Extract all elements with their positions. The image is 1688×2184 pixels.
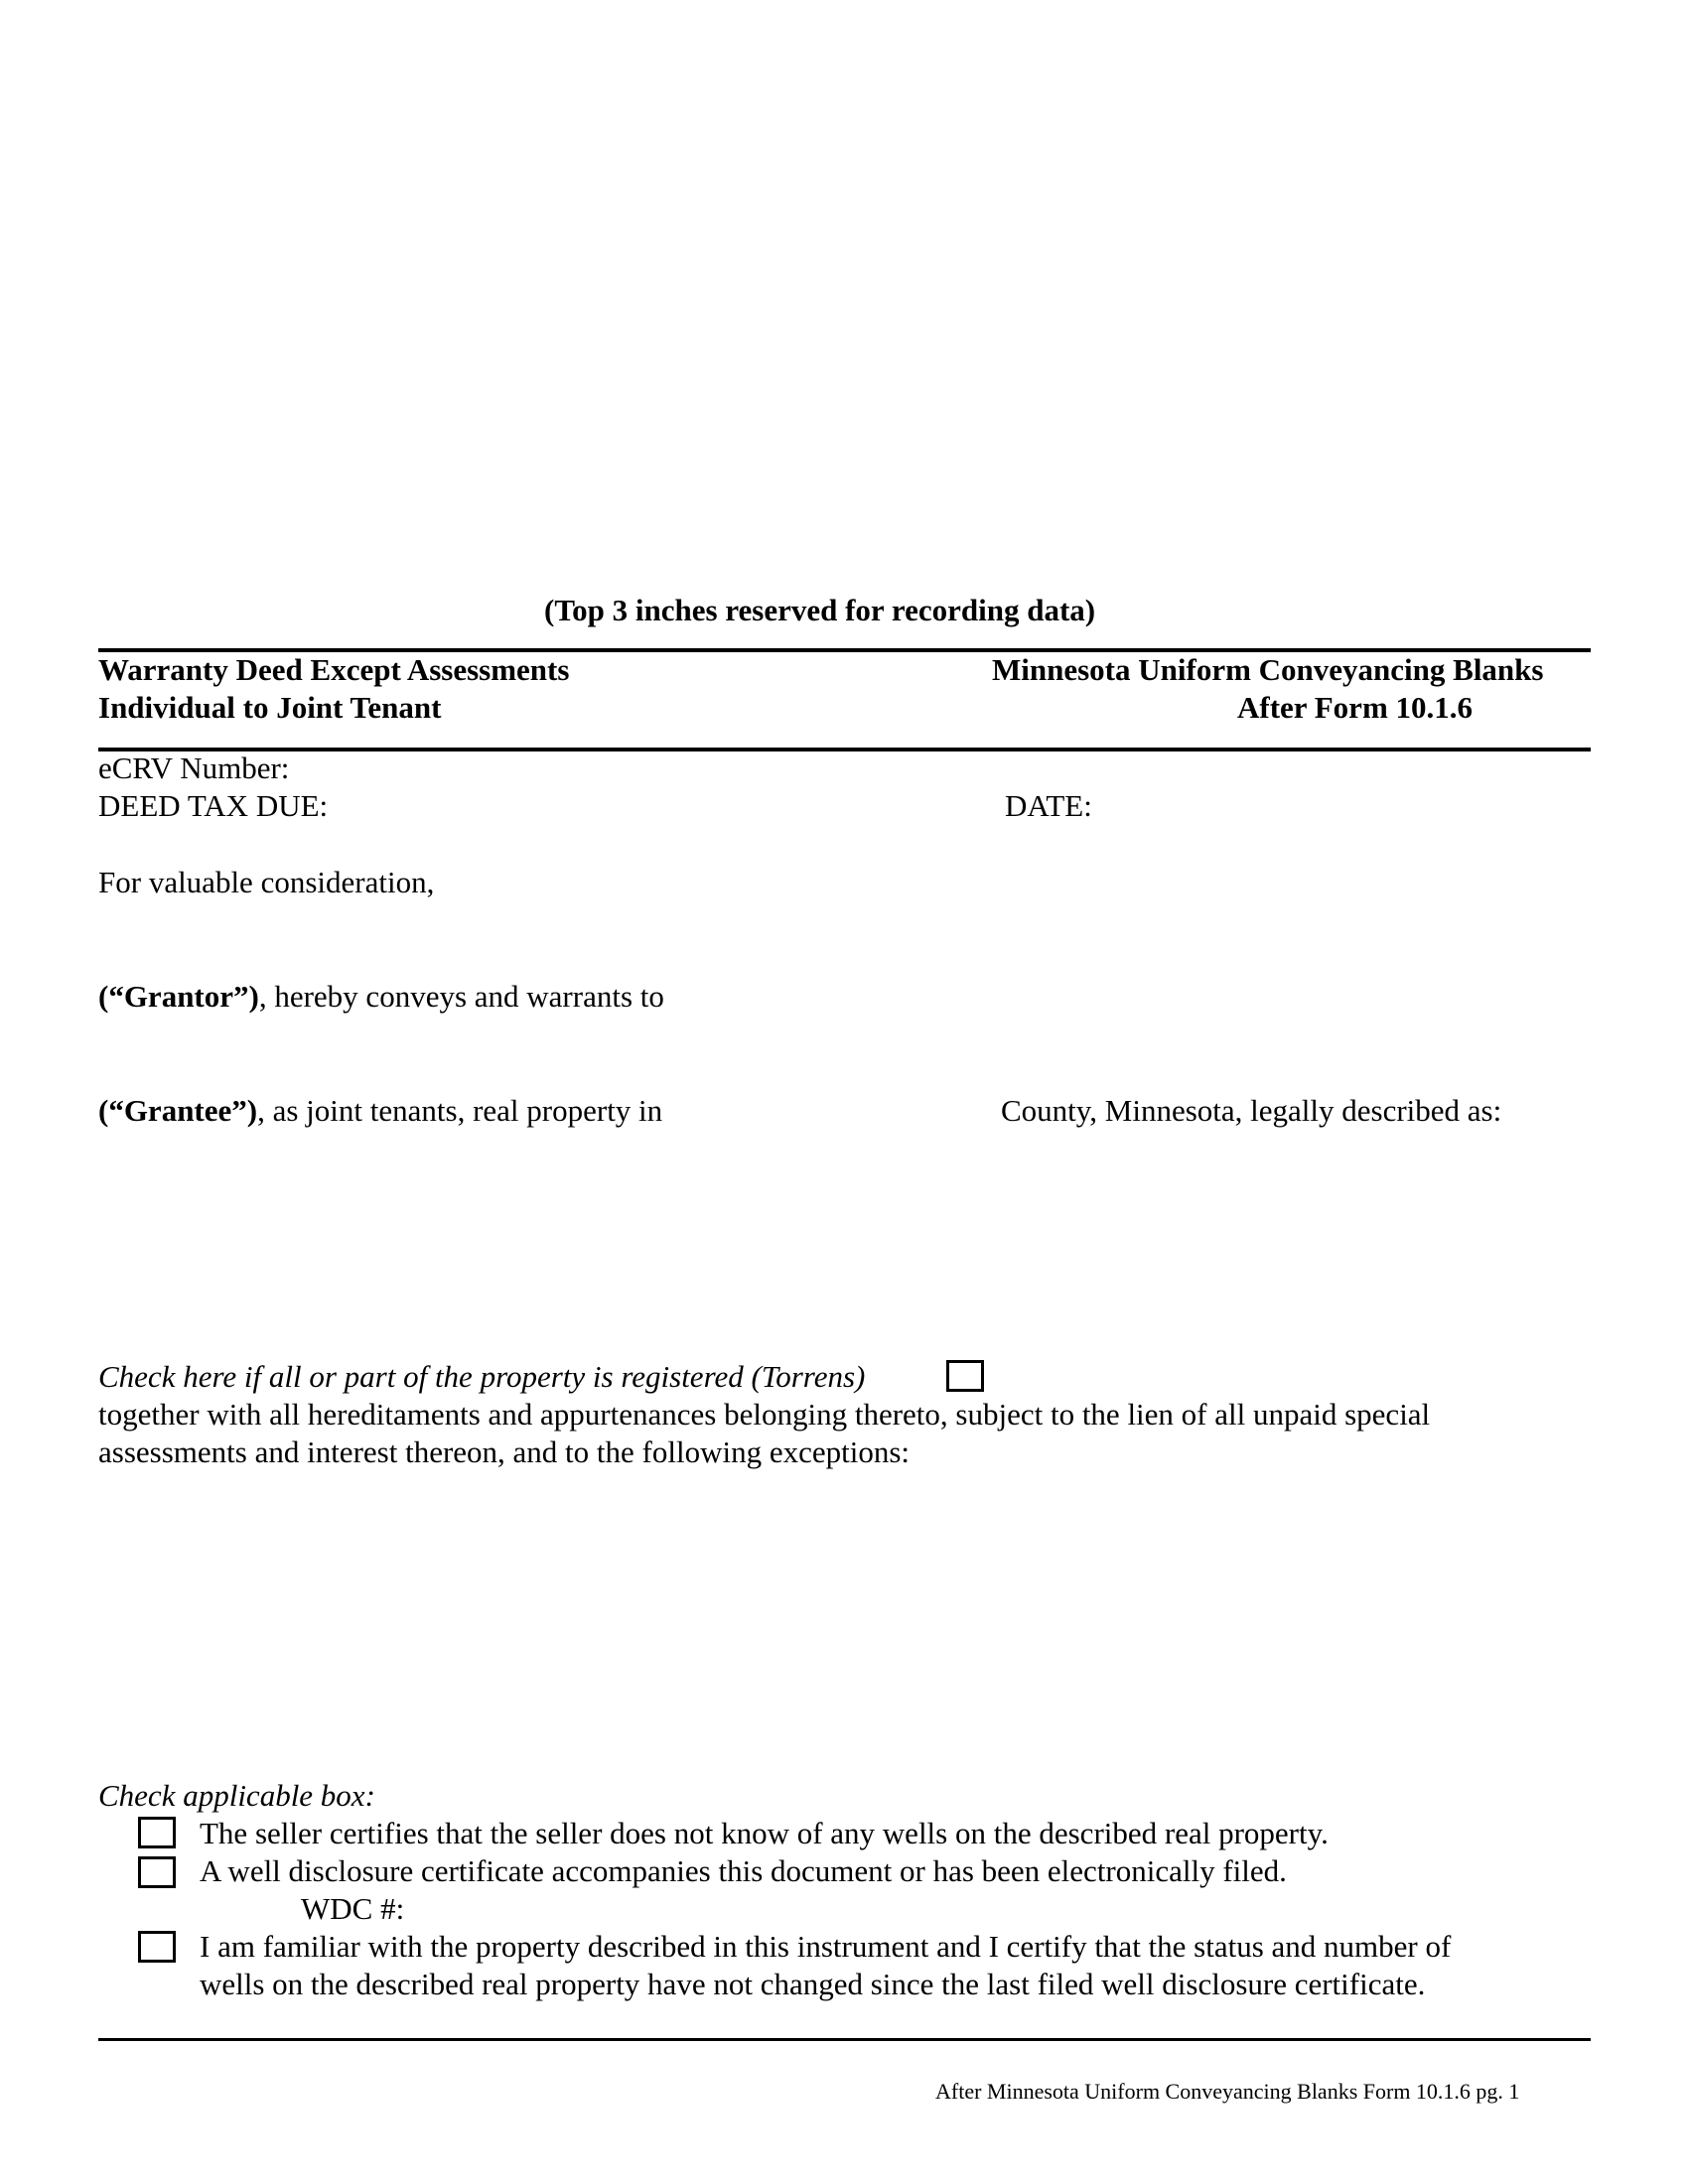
well-status-option-line2: wells on the described real property have not changed since the last filed well disclosure certificate.	[200, 1967, 1426, 2001]
no-wells-checkbox[interactable]	[138, 1817, 176, 1848]
torrens-label: Check here if all or part of the property is registered (Torrens)	[98, 1359, 866, 1394]
footer-rule	[98, 2038, 1591, 2041]
county-legal-description-text: County, Minnesota, legally described as:	[1001, 1093, 1502, 1128]
deed-tax-due-label: DEED TAX DUE:	[98, 788, 329, 823]
form-title: Warranty Deed Except Assessments	[98, 652, 570, 687]
date-label: DATE:	[1005, 788, 1092, 823]
header-bottom-rule	[98, 748, 1591, 751]
grantor-line	[98, 978, 664, 1016]
grantee-joint-tenants-text: , as joint tenants, real property in	[257, 1093, 663, 1128]
grantor-conveys-text: , hereby conveys and warrants to	[258, 979, 664, 1014]
form-number: After Form 10.1.6	[1237, 690, 1474, 725]
well-status-unchanged-checkbox[interactable]	[138, 1931, 176, 1963]
torrens-checkbox[interactable]	[946, 1360, 984, 1392]
grantee-term: (“Grantee”)	[98, 1093, 258, 1128]
recording-reserved-note: (Top 3 inches reserved for recording data)	[544, 593, 1096, 627]
hereditaments-text-line2: assessments and interest thereon, and to the following exceptions:	[98, 1434, 911, 1469]
no-wells-option-text: The seller certifies that the seller does not know of any wells on the described real property.	[200, 1816, 1329, 1850]
grantee-line	[98, 1092, 662, 1130]
well-certificate-checkbox[interactable]	[138, 1856, 176, 1888]
grantor-term: (“Grantor”)	[98, 979, 259, 1014]
consideration-text: For valuable consideration,	[98, 865, 435, 899]
footer-page-label: After Minnesota Uniform Conveyancing Blanks Form 10.1.6 pg. 1	[935, 2079, 1520, 2104]
wdc-number-label: WDC #:	[301, 1891, 405, 1926]
well-status-option-line1: I am familiar with the property described in this instrument and I certify that the status and number of	[200, 1929, 1452, 1964]
well-certificate-option-text: A well disclosure certificate accompanies this document or has been electronically filed.	[200, 1853, 1287, 1888]
hereditaments-text-line1: together with all hereditaments and appurtenances belonging thereto, subject to the lien of all unpaid special	[98, 1397, 1431, 1432]
well-check-heading: Check applicable box:	[98, 1778, 375, 1813]
form-organization: Minnesota Uniform Conveyancing Blanks	[992, 652, 1544, 687]
ecrv-number-label: eCRV Number:	[98, 751, 290, 785]
form-subtitle: Individual to Joint Tenant	[98, 690, 442, 725]
